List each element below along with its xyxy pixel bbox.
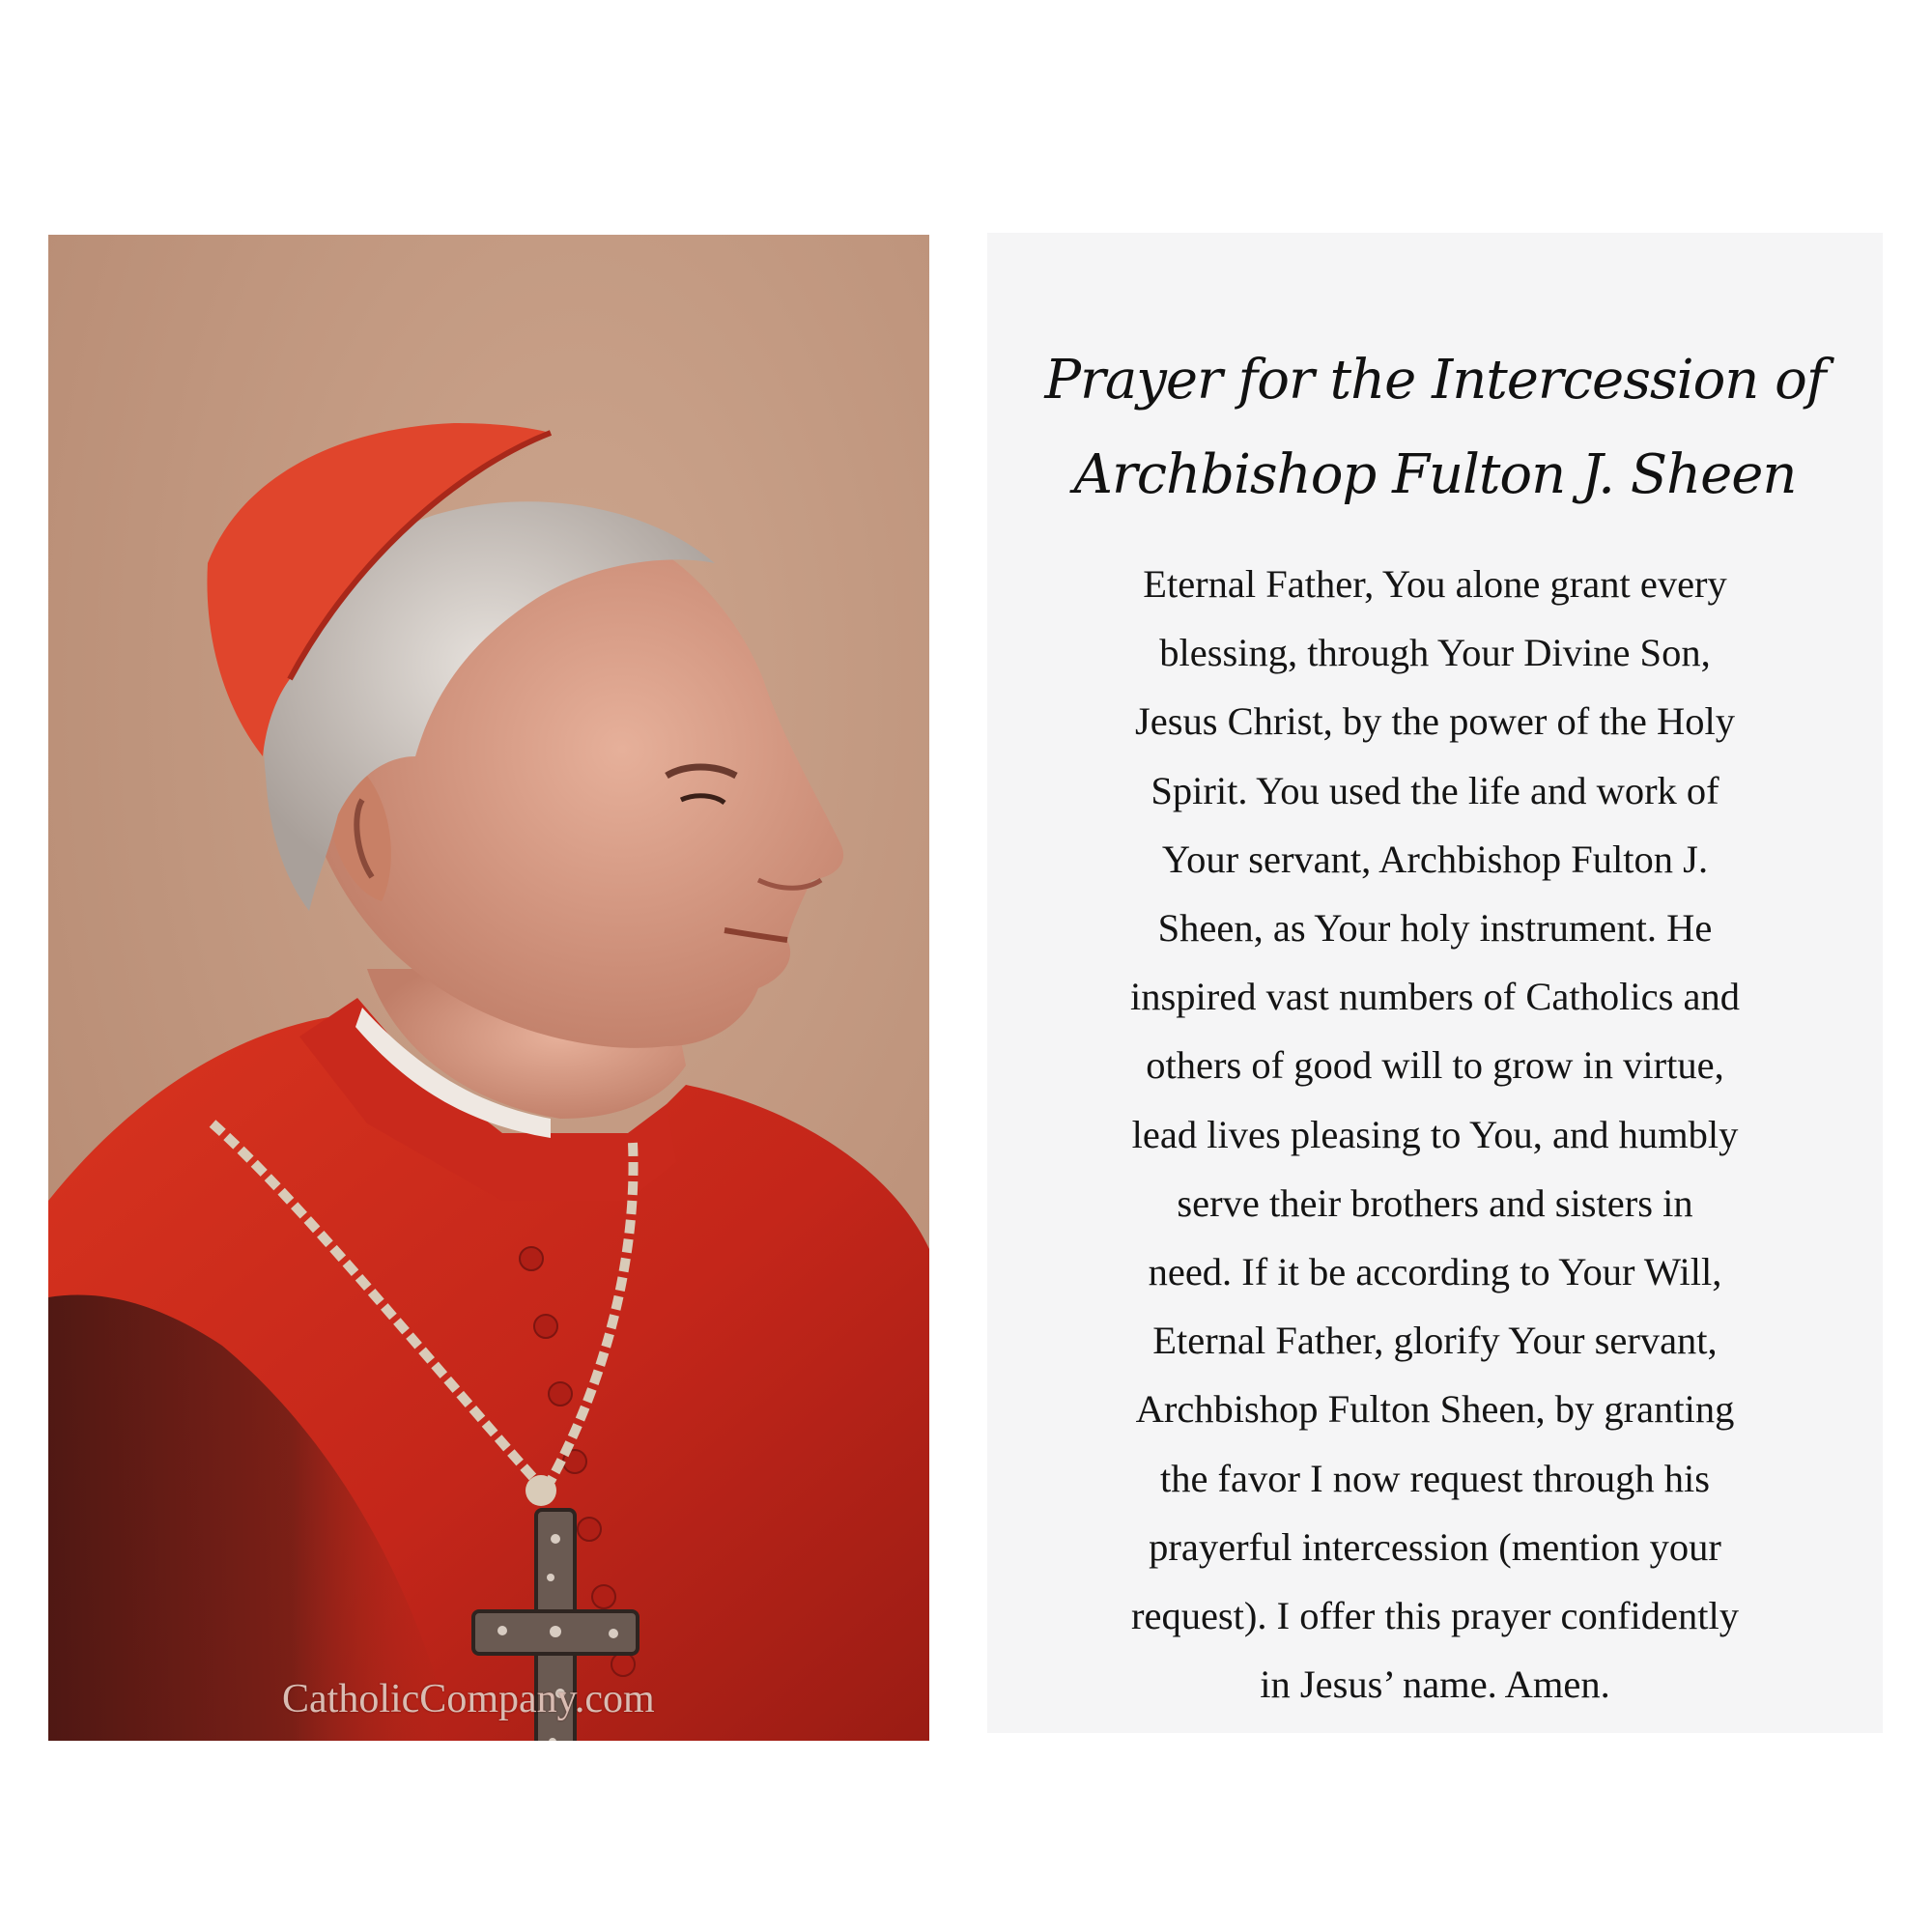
body-line: blessing, through Your Divine Son, (1159, 631, 1711, 675)
prayer-body (987, 550, 1883, 1719)
body-line: need. If it be according to Your Will, (1148, 1250, 1722, 1294)
title-line: Archbishop Fulton J. Sheen (1073, 443, 1797, 506)
body-line: Jesus Christ, by the power of the Holy (1135, 699, 1735, 744)
body-line: Your servant, Archbishop Fulton J. (1161, 837, 1709, 881)
body-line: prayerful intercession (mention your (1149, 1524, 1721, 1569)
body-line: Sheen, as Your holy instrument. He (1157, 906, 1713, 951)
body-line: the favor I now request through his (1159, 1456, 1711, 1500)
portrait-card (48, 235, 929, 1741)
body-line: Eternal Father, You alone grant every (1143, 562, 1727, 606)
prayer-title (987, 333, 1883, 523)
watermark-text: CatholicCompany.com (282, 1677, 655, 1721)
prayer-card (987, 233, 1883, 1733)
body-line: lead lives pleasing to You, and humbly (1131, 1112, 1739, 1156)
body-line: Spirit. You used the life and work of (1151, 768, 1719, 812)
body-line: Eternal Father, glorify Your servant, (1152, 1319, 1718, 1363)
title-line: Prayer for the Intercession of (1044, 349, 1826, 412)
body-line: serve their brothers and sisters in (1177, 1180, 1693, 1225)
body-line: inspired vast numbers of Catholics and (1129, 975, 1740, 1019)
body-line: in Jesus’ name. Amen. (1260, 1662, 1610, 1707)
body-line: others of good will to grow in virtue, (1146, 1043, 1724, 1088)
portrait-image (48, 235, 929, 1741)
body-line: Archbishop Fulton Sheen, by granting (1135, 1387, 1735, 1432)
body-line: request). I offer this prayer confidently (1130, 1594, 1739, 1638)
